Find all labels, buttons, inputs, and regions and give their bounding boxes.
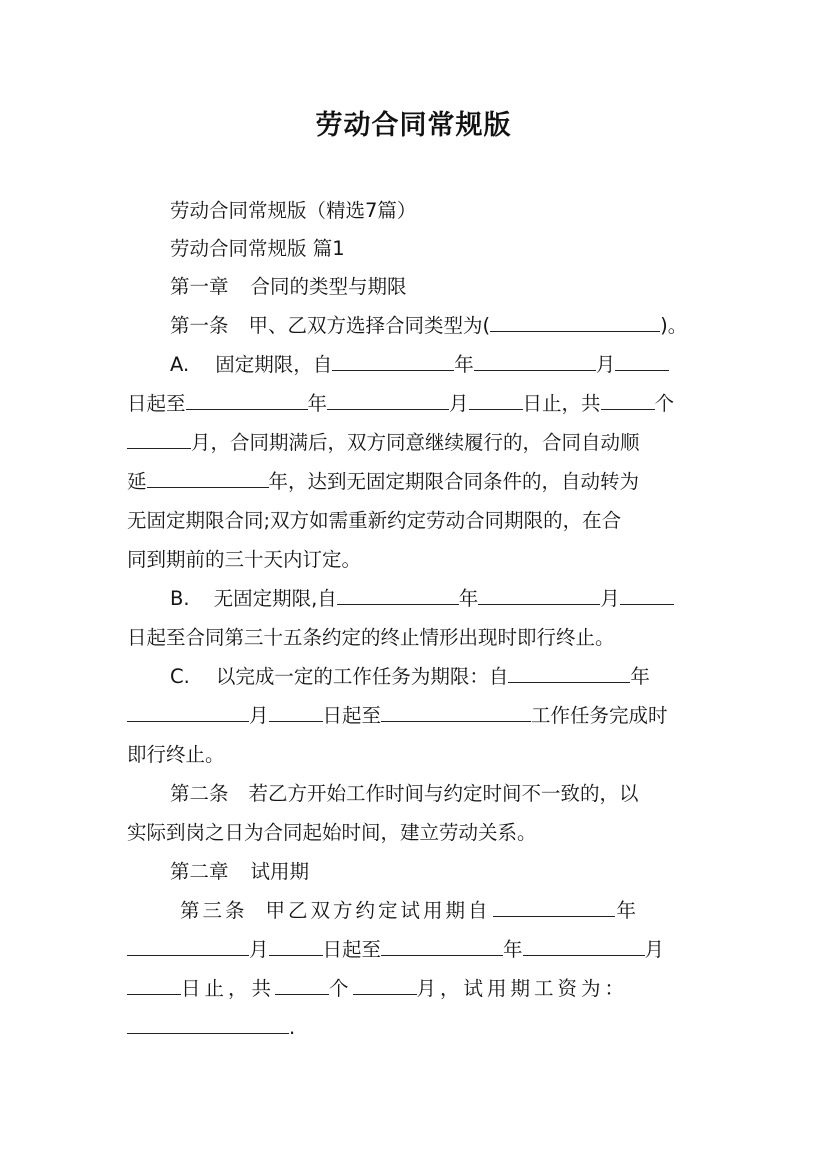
probation-end-year-blank[interactable]: [381, 933, 503, 956]
start-month-blank[interactable]: [474, 348, 596, 371]
task-name-blank[interactable]: [381, 699, 531, 722]
end-day-blank[interactable]: [469, 387, 523, 410]
probation-end-month-blank[interactable]: [523, 933, 645, 956]
article-2-line-2: 实际到岗之日为合同起始时间，建立劳动关系。: [127, 821, 537, 844]
article-3-line-4: .: [127, 1009, 702, 1047]
task-start-day-blank[interactable]: [269, 699, 323, 722]
item-a-line-5: 无固定期限合同;双方如需重新约定劳动合同期限的，在合: [127, 509, 622, 532]
extension-years-blank[interactable]: [147, 465, 269, 488]
open-start-year-blank[interactable]: [337, 582, 459, 605]
start-year-blank[interactable]: [332, 348, 454, 371]
item-a-line-6: 同到期前的三十天内订定。: [127, 548, 362, 571]
end-month-blank[interactable]: [327, 387, 449, 410]
article-1: 第一条 甲、乙双方选择合同类型为( )。: [170, 307, 730, 345]
task-start-year-blank[interactable]: [508, 660, 630, 683]
article-3-line-2: 月 日起至 年 月: [127, 931, 702, 969]
open-start-month-blank[interactable]: [478, 582, 600, 605]
part-heading: 劳动合同常规版 篇1: [170, 237, 345, 260]
probation-wage-blank[interactable]: [127, 1011, 289, 1034]
item-b-line-1: B. 无固定期限,自 年 月: [170, 580, 702, 618]
probation-start-day-blank[interactable]: [269, 933, 323, 956]
end-year-blank[interactable]: [186, 387, 308, 410]
probation-months-blank[interactable]: [353, 972, 417, 995]
task-start-month-blank[interactable]: [127, 699, 249, 722]
document-subtitle: 劳动合同常规版（精选7篇）: [170, 199, 417, 222]
term-count-blank[interactable]: [601, 387, 655, 410]
probation-count-blank[interactable]: [275, 972, 329, 995]
item-a-line-4: 延 年，达到无固定期限合同条件的，自动转为: [127, 463, 702, 501]
article-3-line-1: 第三条 甲乙双方约定试用期自 年: [180, 892, 702, 930]
article-3-line-3: 日止，共 个 月，试用期工资为：: [127, 970, 702, 1008]
item-a-line-3: 月，合同期满后，双方同意继续履行的，合同自动顺: [127, 424, 702, 462]
probation-end-day-blank[interactable]: [127, 972, 181, 995]
open-start-day-blank[interactable]: [620, 582, 674, 605]
item-a-line-1: A. 固定期限，自 年 月: [170, 346, 702, 384]
start-day-blank[interactable]: [615, 348, 669, 371]
chapter-2-heading: 第二章 试用期: [170, 860, 310, 883]
chapter-1-heading: 第一章 合同的类型与期限: [170, 275, 407, 298]
article-2-line-1: 第二条 若乙方开始工作时间与约定时间不一致的，以: [170, 782, 639, 805]
contract-type-blank[interactable]: [490, 309, 660, 332]
term-months-blank[interactable]: [127, 426, 191, 449]
document-title: 劳动合同常规版: [315, 110, 512, 141]
probation-start-year-blank[interactable]: [493, 894, 615, 917]
item-c-line-3: 即行终止。: [127, 743, 225, 766]
item-c-line-2: 月 日起至 工作任务完成时: [127, 697, 702, 735]
item-a-line-2: 日起至 年 月 日止，共 个: [127, 385, 702, 423]
item-b-line-2: 日起至合同第三十五条约定的终止情形出现时即行终止。: [127, 626, 615, 649]
probation-start-month-blank[interactable]: [127, 933, 249, 956]
item-c-line-1: C. 以完成一定的工作任务为期限：自 年: [170, 658, 702, 696]
